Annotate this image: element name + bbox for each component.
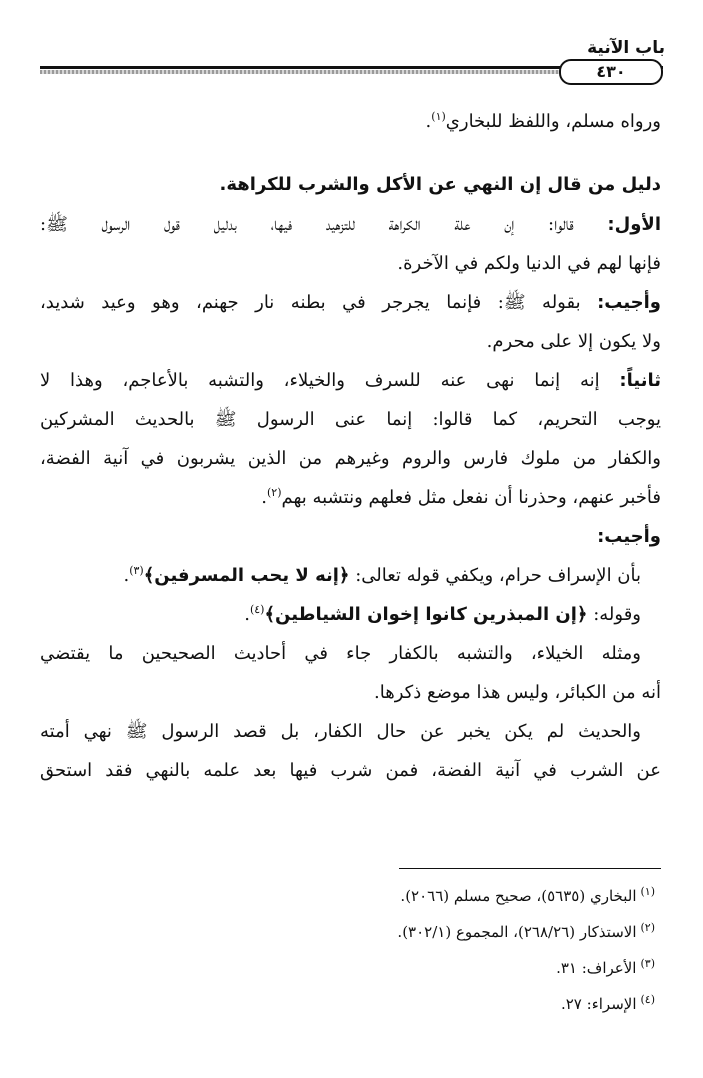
text-line: والحديث لم يكن يخبر عن حال الكفار، بل قصد الرسول ﷺ نهي أمته bbox=[40, 721, 641, 742]
line-text: ورواه مسلم، واللفظ للبخاري bbox=[445, 111, 661, 132]
line-end: . bbox=[244, 604, 250, 625]
quran-verse: ﴿إنه لا يحب المسرفين﴾ bbox=[143, 565, 350, 586]
footnote-ref: (١) bbox=[431, 110, 446, 123]
line-text: فأخبر عنهم، وحذرنا أن نفعل مثل فعلهم ونتشبه بهم bbox=[281, 487, 661, 508]
line-text: وقوله: bbox=[587, 604, 641, 625]
text-line bbox=[40, 283, 661, 322]
section-heading: دليل من قال إن النهي عن الأكل والشرب للكراهة. bbox=[219, 174, 661, 195]
text-line bbox=[40, 556, 661, 595]
page-number: ٤٣٠ bbox=[559, 59, 663, 85]
paragraph-label: وأجيب: bbox=[597, 292, 661, 313]
footnote-text: الأعراف: ٣١. bbox=[556, 959, 637, 977]
footnote-ref: (٣) bbox=[129, 564, 144, 577]
paragraph-label: ثانياً: bbox=[619, 370, 661, 391]
text-line bbox=[40, 478, 661, 517]
footnote bbox=[40, 914, 655, 950]
quran-verse: ﴿إن المبذرين كانوا إخوان الشياطين﴾ bbox=[264, 604, 588, 625]
chapter-title: باب الآنية bbox=[587, 38, 665, 58]
text-line: وأجيب: bbox=[597, 526, 661, 547]
text-line bbox=[40, 102, 661, 141]
text-line: عن الشرب في آنية الفضة، فمن شرب فيها بعد علمه بالنهي فقد استحق bbox=[40, 760, 661, 781]
footnote bbox=[40, 950, 655, 986]
footnote-separator bbox=[399, 868, 661, 869]
text-line: ومثله الخيلاء، والتشبه بالكفار جاء في أحاديث الصحيحين ما يقتضي bbox=[40, 643, 641, 664]
line-end: . bbox=[261, 487, 267, 508]
line-end: . bbox=[123, 565, 130, 586]
footnote-number: (٢) bbox=[640, 921, 655, 934]
line-text: بأن الإسراف حرام، ويكفي قوله تعالى: bbox=[349, 565, 641, 586]
footnote bbox=[40, 986, 655, 1022]
footnote-ref: (٤) bbox=[249, 603, 265, 616]
footnote-text: الاستذكار (٢٦٨/٢٦)، المجموع (٣٠٢/١). bbox=[397, 923, 637, 941]
text-line bbox=[40, 595, 661, 634]
line-text: إنه إنما نهى عنه للسرف والخيلاء، والتشبه بالأعاجم، وهذا لا bbox=[40, 370, 620, 391]
text-line: فإنها لهم في الدنيا ولكم في الآخرة. bbox=[397, 253, 661, 274]
footnote bbox=[40, 878, 655, 914]
footnote-number: (٤) bbox=[640, 993, 655, 1006]
text-line bbox=[40, 361, 661, 400]
main-text bbox=[40, 102, 661, 790]
paragraph-label: الأول: bbox=[607, 214, 661, 235]
footnote-number: (١) bbox=[640, 885, 655, 898]
footnotes bbox=[40, 878, 655, 1022]
header-shaded-band bbox=[40, 70, 563, 74]
line-text: قالوا: إن علة الكراهة للتزهيد فيها، بدليل قول الرسول ﷺ: bbox=[40, 214, 608, 235]
footnote-ref: (٢) bbox=[266, 486, 282, 499]
footnote-number: (٣) bbox=[640, 957, 655, 970]
footnote-text: الإسراء: ٢٧. bbox=[560, 995, 637, 1013]
text-line: ولا يكون إلا على محرم. bbox=[486, 331, 661, 352]
footnote-text: البخاري (٥٦٣٥)، صحيح مسلم (٢٠٦٦). bbox=[400, 887, 637, 905]
line-text: بقوله ﷺ: فإنما يجرجر في بطنه نار جهنم، وهو وعيد شديد، bbox=[40, 292, 598, 313]
text-line bbox=[40, 205, 661, 244]
text-line: يوجب التحريم، كما قالوا: إنما عنى الرسول ﷺ بالحديث المشركين bbox=[40, 409, 661, 430]
text-line: أنه من الكبائر، وليس هذا موضع ذكرها. bbox=[374, 682, 661, 703]
line-end: . bbox=[425, 111, 432, 132]
text-line: والكفار من ملوك فارس والروم وغيرهم من الذين يشربون في آنية الفضة، bbox=[40, 448, 661, 469]
